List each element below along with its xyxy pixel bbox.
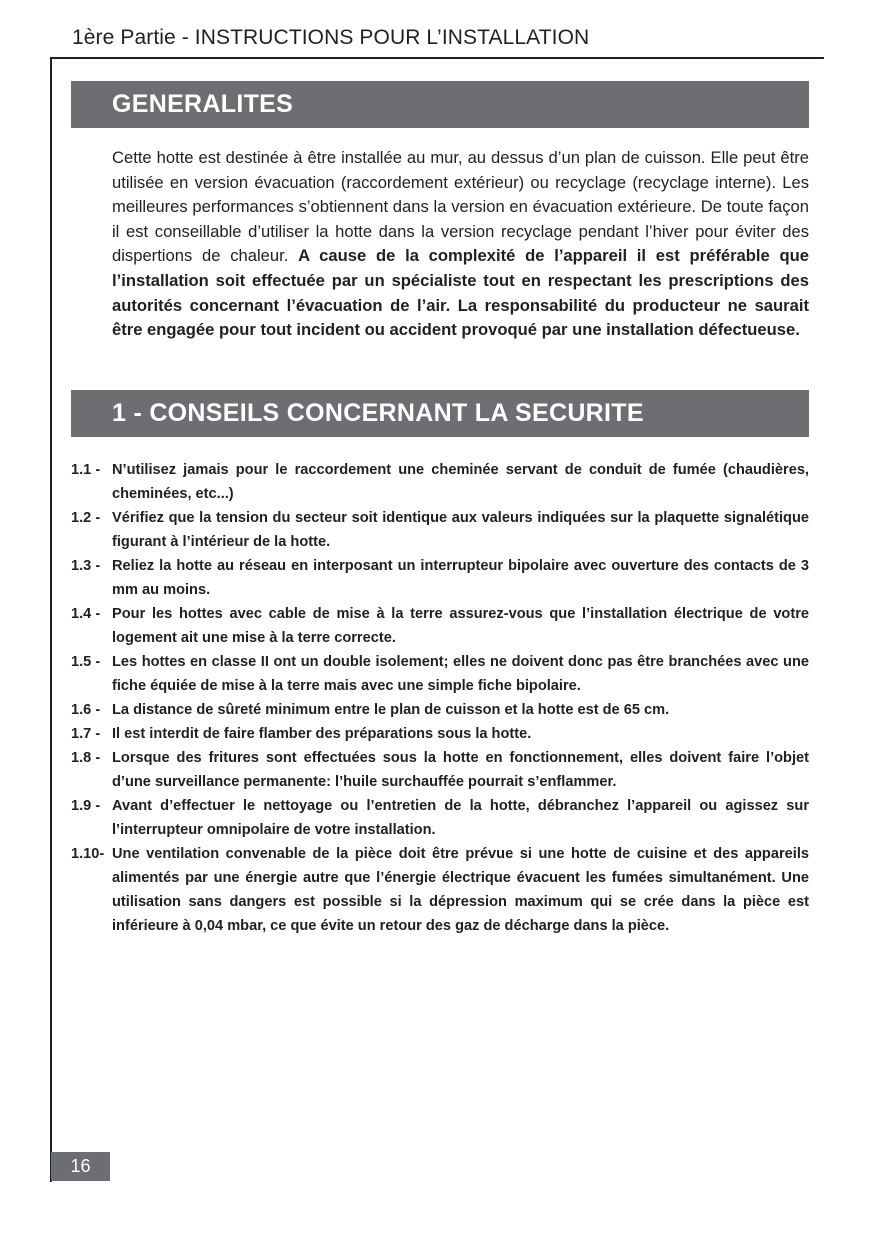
safety-item-text: Avant d’effectuer le nettoyage ou l’entretien de la hotte, débranchez l’appareil ou agissez sur l’interrupteur omnipolaire de votre installation.: [112, 798, 809, 838]
safety-item: [71, 698, 809, 722]
safety-advice-list: [71, 458, 809, 938]
section-generalites-title: GENERALITES: [112, 90, 294, 118]
section-generalites-bar: [71, 81, 809, 128]
section-securite-title: 1 - CONSEILS CONCERNANT LA SECURITE: [112, 399, 644, 427]
safety-item: [71, 650, 809, 698]
safety-item: [71, 602, 809, 650]
page-header: 1ère Partie - INSTRUCTIONS POUR L’INSTALLATION: [72, 26, 590, 49]
safety-item-number: 1.9 -: [71, 798, 101, 814]
section-securite-bar: [71, 390, 809, 437]
safety-item-text: Il est interdit de faire flamber des préparations sous la hotte.: [112, 726, 532, 742]
safety-item-text: Une ventilation convenable de la pièce doit être prévue si une hotte de cuisine et des appareils alimentés par une énergie autre que l’énergie électrique évacuent les fumées simultanément. Une utilisation sans dangers est possible si la dépression maximum qui se crée dans la pièce est inférieure à 0,04 mbar, ce que évite un retour des gaz de décharge dans la pièce.: [112, 846, 809, 934]
safety-item: [71, 458, 809, 506]
safety-item-text: Pour les hottes avec cable de mise à la terre assurez-vous que l’installation électrique de votre logement ait une mise à la terre correcte.: [112, 606, 809, 646]
safety-item-number: 1.5 -: [71, 654, 101, 670]
safety-item: [71, 746, 809, 794]
safety-item-text: N’utilisez jamais pour le raccordement une cheminée servant de conduit de fumée (chaudières, cheminées, etc...): [112, 462, 809, 502]
safety-item-number: 1.1 -: [71, 462, 101, 478]
safety-item: [71, 842, 809, 938]
safety-item-number: 1.2 -: [71, 510, 101, 526]
safety-item-number: 1.4 -: [71, 606, 101, 622]
safety-item-text: La distance de sûreté minimum entre le plan de cuisson et la hotte est de 65 cm.: [112, 702, 670, 718]
safety-item-text: Vérifiez que la tension du secteur soit identique aux valeurs indiquées sur la plaquette signalétique figurant à l’intérieur de la hotte.: [112, 510, 809, 550]
safety-item-number: 1.3 -: [71, 558, 101, 574]
page-number: 16: [51, 1152, 110, 1181]
safety-item-number: 1.6 -: [71, 702, 101, 718]
left-margin-rule: [50, 57, 52, 1182]
safety-item: [71, 722, 809, 746]
safety-item: [71, 506, 809, 554]
generalites-text: Cette hotte est destinée à être installée au mur, au dessus d’un plan de cuisson. Elle peut être utilisée en version évacuation (raccordement extérieur) ou recyclage (recyclage interne). Les meilleures performances s’obtiennent dans la version en évacuation extérieure. De toute façon il est conseillable d’utiliser la hotte dans la version recyclage pendant l’hiver pour éviter des dispertions de chaleur.: [112, 148, 809, 266]
safety-item-text: Lorsque des fritures sont effectuées sous la hotte en fonctionnement, elles doivent faire l’objet d’une surveillance permanente: l’huile surchauffée pourrait s’enflammer.: [112, 750, 809, 790]
generalites-warning-text: A cause de la complexité de l’appareil il est préférable que l’installation soit effectuée par un spécialiste tout en respectant les prescriptions des autorités concernant l’évacuation de l’air. La responsabilité du producteur ne saurait être engagée pour tout incident ou accident provoqué par une installation défectueuse.: [112, 246, 809, 340]
header-rule: [51, 57, 824, 59]
generalites-paragraph: [112, 146, 809, 343]
safety-item-text: Reliez la hotte au réseau en interposant un interrupteur bipolaire avec ouverture des contacts de 3 mm au moins.: [112, 558, 809, 598]
safety-item-number: 1.8 -: [71, 750, 101, 766]
safety-item-number: 1.7 -: [71, 726, 101, 742]
safety-item: [71, 554, 809, 602]
safety-item-text: Les hottes en classe II ont un double isolement; elles ne doivent donc pas être branchées avec une fiche équiée de mise à la terre mais avec une simple fiche bipolaire.: [112, 654, 809, 694]
safety-item-number: 1.10-: [71, 846, 105, 862]
safety-item: [71, 794, 809, 842]
